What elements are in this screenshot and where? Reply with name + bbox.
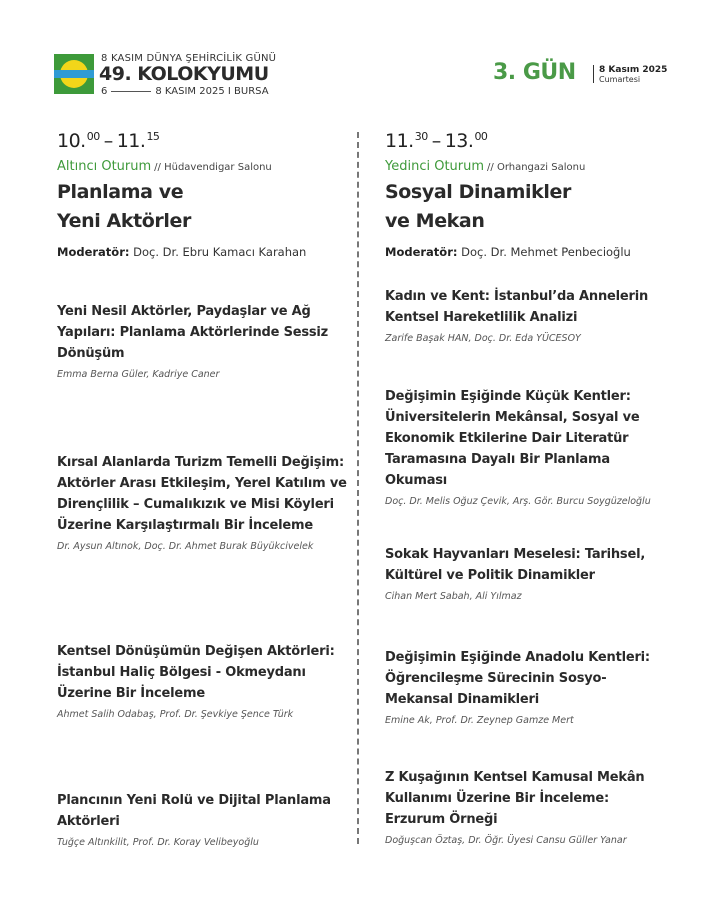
paper-item xyxy=(385,647,670,726)
session-time: 11.30 – 13.00 xyxy=(385,130,488,152)
day-weekday: Cumartesi xyxy=(599,75,641,84)
paper-item xyxy=(57,452,347,552)
paper-title: Kırsal Alanlarda Turizm Temelli Değişim: Aktörler Arası Etkileşim, Yerel Katılım ve Dirençlilik – Cumalıkızık ve Misi Köyleri Üzerine Karşılaştırmalı Bir İnceleme xyxy=(57,455,347,533)
paper-item xyxy=(57,790,347,848)
logo-band xyxy=(54,70,94,78)
time-start-hour: 11. xyxy=(385,130,414,152)
paper-item xyxy=(385,286,670,344)
session-heading xyxy=(385,159,685,174)
paper-title: Kentsel Dönüşümün Değişen Aktörleri: İstanbul Haliç Bölgesi - Okmeydanı Üzerine Bir İnceleme xyxy=(57,644,335,701)
moderator xyxy=(57,245,347,259)
session-title-line: Sosyal Dinamikler xyxy=(385,181,571,203)
session-title-line: Planlama ve xyxy=(57,181,184,203)
paper-authors: Dr. Aysun Altınok, Doç. Dr. Ahmet Burak Büyükcivelek xyxy=(57,541,314,552)
paper-authors: Zarife Başak HAN, Doç. Dr. Eda YÜCESOY xyxy=(385,333,581,344)
paper-title: Değişimin Eşiğinde Küçük Kentler: Üniversitelerin Mekânsal, Sosyal ve Ekonomik Etkilerine Dair Literatür Taramasına Dayalı Bir Planlama Okuması xyxy=(385,389,640,488)
paper-title: Sokak Hayvanları Meselesi: Tarihsel, Kültürel ve Politik Dinamikler xyxy=(385,547,646,583)
colloquium-logo xyxy=(54,54,94,94)
session-salon: // Orhangazi Salonu xyxy=(487,162,586,173)
event-dates xyxy=(101,86,269,97)
paper-authors: Emine Ak, Prof. Dr. Zeynep Gamze Mert xyxy=(385,715,574,726)
time-start-hour: 10. xyxy=(57,130,86,152)
moderator xyxy=(385,245,685,259)
session-title-line: ve Mekan xyxy=(385,210,485,232)
event-subtitle: 8 KASIM DÜNYA ŞEHİRCİLİK GÜNÜ xyxy=(101,53,277,64)
session-title xyxy=(57,178,347,236)
paper-authors: Emma Berna Güler, Kadriye Caner xyxy=(57,369,220,380)
date-end: 8 KASIM 2025 xyxy=(155,86,225,97)
session-name: Altıncı Oturum xyxy=(57,159,152,174)
paper-authors: Cihan Mert Sabah, Ali Yılmaz xyxy=(385,591,522,602)
day-label: 3. GÜN xyxy=(493,60,576,85)
session-right xyxy=(385,130,685,259)
moderator-label: Moderatör: xyxy=(385,245,458,259)
paper-authors: Doç. Dr. Melis Oğuz Çevik, Arş. Gör. Burcu Soygüzeloğlu xyxy=(385,496,651,507)
session-left xyxy=(57,130,347,259)
moderator-label: Moderatör: xyxy=(57,245,130,259)
paper-title: Değişimin Eşiğinde Anadolu Kentleri: Öğrencileşme Sürecinin Sosyo-Mekansal Dinamikleri xyxy=(385,650,650,707)
event-title: 49. KOLOKYUMU xyxy=(99,63,269,85)
paper-item xyxy=(385,544,670,602)
session-heading xyxy=(57,159,347,174)
session-name: Yedinci Oturum xyxy=(385,159,485,174)
paper-item xyxy=(57,301,347,380)
time-end-minute: 15 xyxy=(146,130,160,143)
moderator-name: Doç. Dr. Mehmet Penbecioğlu xyxy=(461,245,631,259)
paper-title: Plancının Yeni Rolü ve Dijital Planlama Aktörleri xyxy=(57,793,331,829)
date-range-line xyxy=(111,91,151,92)
paper-title: Kadın ve Kent: İstanbul’da Annelerin Kentsel Hareketlilik Analizi xyxy=(385,289,649,325)
paper-item xyxy=(385,386,670,507)
session-time: 10.00 – 11.15 xyxy=(57,130,160,152)
paper-title: Z Kuşağının Kentsel Kamusal Mekân Kullanımı Üzerine Bir İnceleme: Erzurum Örneği xyxy=(385,770,645,827)
day-date: 8 Kasım 2025 xyxy=(599,65,668,75)
time-end-hour: 11. xyxy=(116,130,146,152)
session-title-line: Yeni Aktörler xyxy=(57,210,191,232)
paper-authors: Doğuşcan Öztaş, Dr. Öğr. Üyesi Cansu Güller Yanar xyxy=(385,835,627,846)
time-start-minute: 30 xyxy=(414,130,428,143)
paper-item xyxy=(385,767,670,846)
paper-authors: Ahmet Salih Odabaş, Prof. Dr. Şevkiye Şence Türk xyxy=(57,709,294,720)
paper-authors: Tuğçe Altınkilit, Prof. Dr. Koray Velibeyoğlu xyxy=(57,837,259,848)
time-end-minute: 00 xyxy=(474,130,488,143)
date-start: 6 xyxy=(101,86,108,97)
session-salon: // Hüdavendigar Salonu xyxy=(154,162,272,173)
moderator-name: Doç. Dr. Ebru Kamacı Karahan xyxy=(133,245,307,259)
paper-item xyxy=(57,641,347,720)
session-title xyxy=(385,178,685,236)
time-end-hour: 13. xyxy=(444,130,474,152)
time-start-minute: 00 xyxy=(86,130,100,143)
paper-title: Yeni Nesil Aktörler, Paydaşlar ve Ağ Yapıları: Planlama Aktörlerinde Sessiz Dönüşüm xyxy=(57,304,329,361)
day-separator xyxy=(593,65,594,83)
date-separator: I xyxy=(227,86,231,97)
column-divider xyxy=(357,132,359,844)
event-city: BURSA xyxy=(234,86,269,97)
